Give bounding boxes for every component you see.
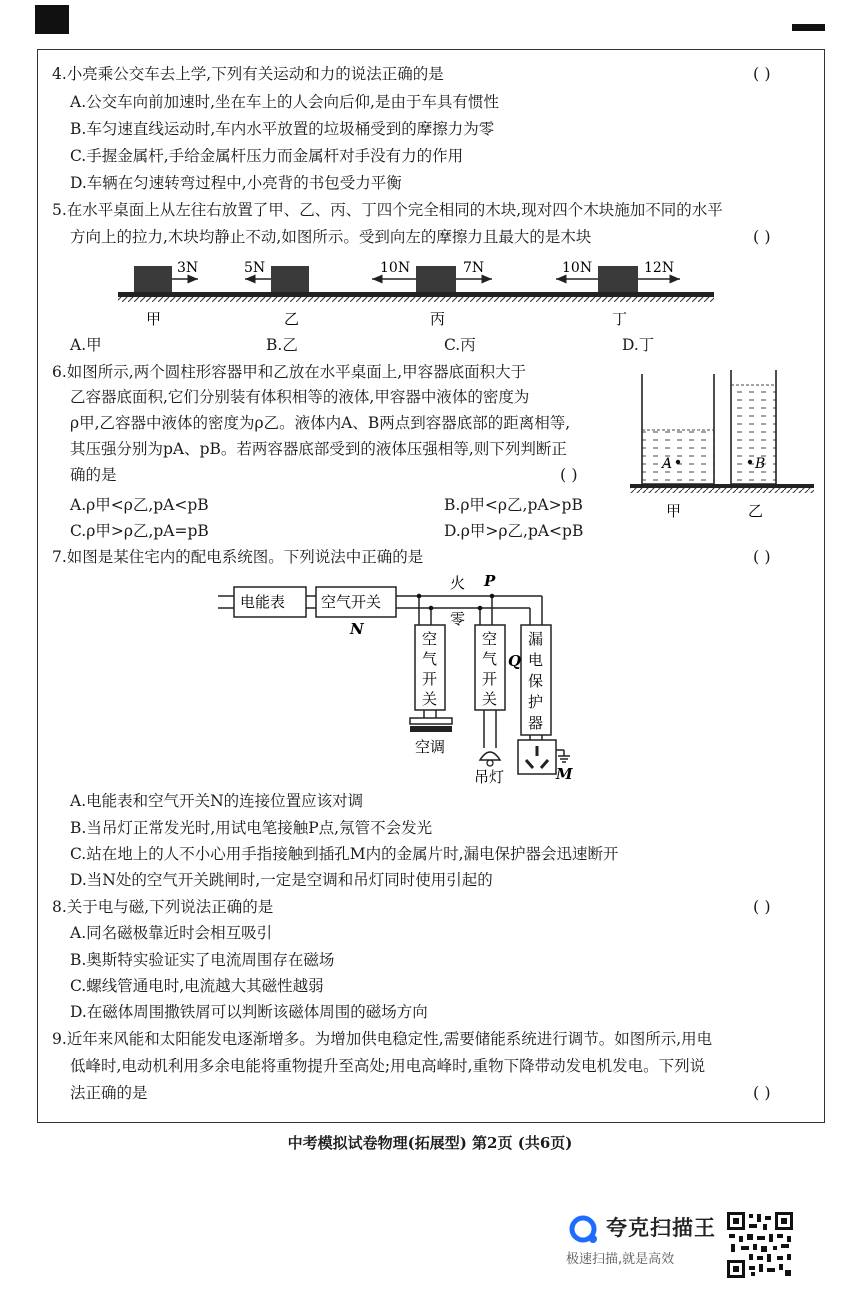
aircon-unit — [410, 718, 452, 724]
q5-stem-line1: 5.在水平桌面上从左往右放置了甲、乙、丙、丁四个完全相同的木块,现对四个木块施加不同的水平 — [52, 201, 723, 219]
block-yi — [271, 266, 309, 292]
block-jia — [134, 266, 172, 292]
q5-option-a: A.甲 — [70, 336, 102, 354]
svg-text:开: 开 — [482, 670, 498, 688]
scanner-brand — [566, 1210, 726, 1270]
force-label-yi-left: 5N — [244, 260, 266, 276]
block-label-yi: 乙 — [284, 310, 300, 328]
svg-text:电: 电 — [528, 651, 544, 669]
svg-text:关: 关 — [482, 690, 498, 708]
q4-option-a: A.公交车向前加速时,坐在车上的人会向后仰,是由于车具有惯性 — [70, 93, 499, 111]
svg-text:开: 开 — [422, 670, 438, 688]
q5-blocks-figure — [110, 254, 720, 334]
block-label-bing: 丙 — [430, 310, 446, 328]
socket-label: M — [556, 765, 573, 783]
force-label-bing-left: 10N — [380, 260, 411, 276]
q6-option-d: D.ρ甲>ρ乙,pA<pB — [444, 522, 584, 540]
q6-stem-line3: ρ甲,乙容器中液体的密度为ρ乙。液体内A、B两点到容器底部的距离相等, — [70, 414, 571, 432]
aircon-label: 空调 — [415, 738, 446, 756]
q6-option-c: C.ρ甲>ρ乙,pA=pB — [70, 522, 209, 540]
registration-mark — [35, 5, 69, 34]
live-label: 火 — [450, 574, 466, 592]
force-label-jia-right: 3N — [177, 260, 199, 276]
q6-stem-line2: 乙容器底面积,它们分别装有体积相等的液体,甲容器中液体的密度为 — [70, 388, 530, 406]
socket-box — [518, 740, 556, 774]
q7-option-c: C.站在地上的人不小心用手指接触到插孔M内的金属片时,漏电保护器会迅速断开 — [70, 845, 619, 863]
q4-option-c: C.手握金属杆,手给金属杆压力而金属杆对手没有力的作用 — [70, 147, 464, 165]
scanner-brand-name: 夸克扫描王 — [606, 1216, 716, 1240]
registration-dash — [792, 24, 825, 31]
q7-option-a: A.电能表和空气开关N的连接位置应该对调 — [70, 792, 364, 810]
neutral-label: 零 — [450, 610, 466, 628]
q5-option-b: B.乙 — [266, 336, 298, 354]
main-switch-tag: N — [350, 620, 364, 638]
container-label-yi: 乙 — [748, 502, 764, 520]
svg-text:空: 空 — [482, 630, 498, 648]
scanner-brand-slogan: 极速扫描,就是高效 — [566, 1252, 675, 1267]
force-label-ding-left: 10N — [562, 260, 593, 276]
q5-answer-paren: ( ) — [753, 227, 771, 246]
q7-option-b: B.当吊灯正常发光时,用试电笔接触P点,氖管不会发光 — [70, 819, 433, 837]
q7-answer-paren: ( ) — [753, 547, 771, 566]
svg-text:气: 气 — [482, 650, 498, 668]
q9-stem-line1: 9.近年来风能和太阳能发电逐渐增多。为增加供电稳定性,需要储能系统进行调节。如图所示,用电 — [52, 1030, 713, 1048]
q6-option-b: B.ρ甲<ρ乙,pA>pB — [444, 496, 583, 514]
lamp-icon — [480, 752, 500, 760]
q5-option-d: D.丁 — [622, 336, 655, 354]
force-label-ding-right: 12N — [644, 260, 675, 276]
q8-answer-paren: ( ) — [753, 897, 771, 916]
q5-option-c: C.丙 — [444, 336, 476, 354]
q8-option-c: C.螺线管通电时,电流越大其磁性越弱 — [70, 977, 324, 995]
q8-stem: 8.关于电与磁,下列说法正确的是 — [52, 898, 274, 916]
q4-answer-paren: ( ) — [753, 64, 771, 83]
q7-circuit-figure — [212, 570, 592, 788]
svg-text:关: 关 — [422, 690, 438, 708]
q4-option-b: B.车匀速直线运动时,车内水平放置的垃圾桶受到的摩擦力为零 — [70, 120, 495, 138]
point-q-label: Q — [508, 652, 522, 670]
q8-option-a: A.同名磁极靠近时会相互吸引 — [70, 924, 273, 942]
liquid-jia — [642, 430, 714, 484]
block-label-jia: 甲 — [146, 310, 162, 328]
scanner-logo-icon — [568, 1214, 600, 1246]
block-label-ding: 丁 — [612, 310, 628, 328]
svg-text:漏: 漏 — [528, 630, 544, 648]
q5-stem-line2: 方向上的拉力,木块均静止不动,如图所示。受到向左的摩擦力且最大的是木块 — [70, 228, 592, 246]
q6-stem-line4: 其压强分别为pA、pB。若两容器底部受到的液体压强相等,则下列判断正 — [70, 440, 567, 458]
q9-stem-line2: 低峰时,电动机利用多余电能将重物提升至高处;用电高峰时,重物下降带动发电机发电。下列说 — [70, 1057, 706, 1075]
table-surface — [118, 292, 714, 297]
point-a-dot — [676, 460, 680, 464]
container-label-jia: 甲 — [666, 502, 682, 520]
q8-option-d: D.在磁体周围撒铁屑可以判断该磁体周围的磁场方向 — [70, 1003, 428, 1021]
point-p-label: P — [484, 572, 496, 590]
liquid-yi — [731, 385, 776, 484]
q7-option-d: D.当N处的空气开关跳闸时,一定是空调和吊灯同时使用引起的 — [70, 871, 493, 889]
q6-stem-line1: 6.如图所示,两个圆柱形容器甲和乙放在水平桌面上,甲容器底面积大于 — [52, 363, 527, 381]
svg-text:空: 空 — [422, 630, 438, 648]
svg-text:护: 护 — [528, 693, 544, 711]
svg-text:器: 器 — [528, 714, 544, 732]
q6-containers-figure — [628, 364, 816, 522]
q6-stem-line5: 确的是 — [70, 466, 117, 484]
q7-stem: 7.如图是某住宅内的配电系统图。下列说法中正确的是 — [52, 548, 424, 566]
q9-stem-line3: 法正确的是 — [70, 1084, 148, 1102]
page-footer: 中考模拟试卷物理(拓展型) 第2页 (共6页) — [287, 1134, 573, 1152]
svg-text:保: 保 — [528, 672, 544, 690]
qr-code-icon — [727, 1212, 793, 1278]
q8-option-b: B.奥斯特实验证实了电流周围存在磁场 — [70, 951, 335, 969]
q4-option-d: D.车辆在匀速转弯过程中,小亮背的书包受力平衡 — [70, 174, 402, 192]
point-a-label: A — [662, 456, 673, 472]
block-ding — [598, 266, 638, 292]
main-switch-label: 空气开关 — [321, 593, 382, 611]
q6-answer-paren: ( ) — [560, 465, 578, 484]
meter-label: 电能表 — [240, 593, 286, 611]
force-label-bing-right: 7N — [463, 260, 485, 276]
lamp-label: 吊灯 — [474, 768, 505, 786]
point-b-label: B — [755, 456, 766, 472]
block-bing — [416, 266, 456, 292]
svg-text:气: 气 — [422, 650, 438, 668]
q6-option-a: A.ρ甲<ρ乙,pA<pB — [70, 496, 209, 514]
table-hatch — [118, 297, 714, 302]
q9-answer-paren: ( ) — [753, 1083, 771, 1102]
point-b-dot — [748, 460, 752, 464]
q4-stem: 4.小亮乘公交车去上学,下列有关运动和力的说法正确的是 — [52, 65, 444, 83]
